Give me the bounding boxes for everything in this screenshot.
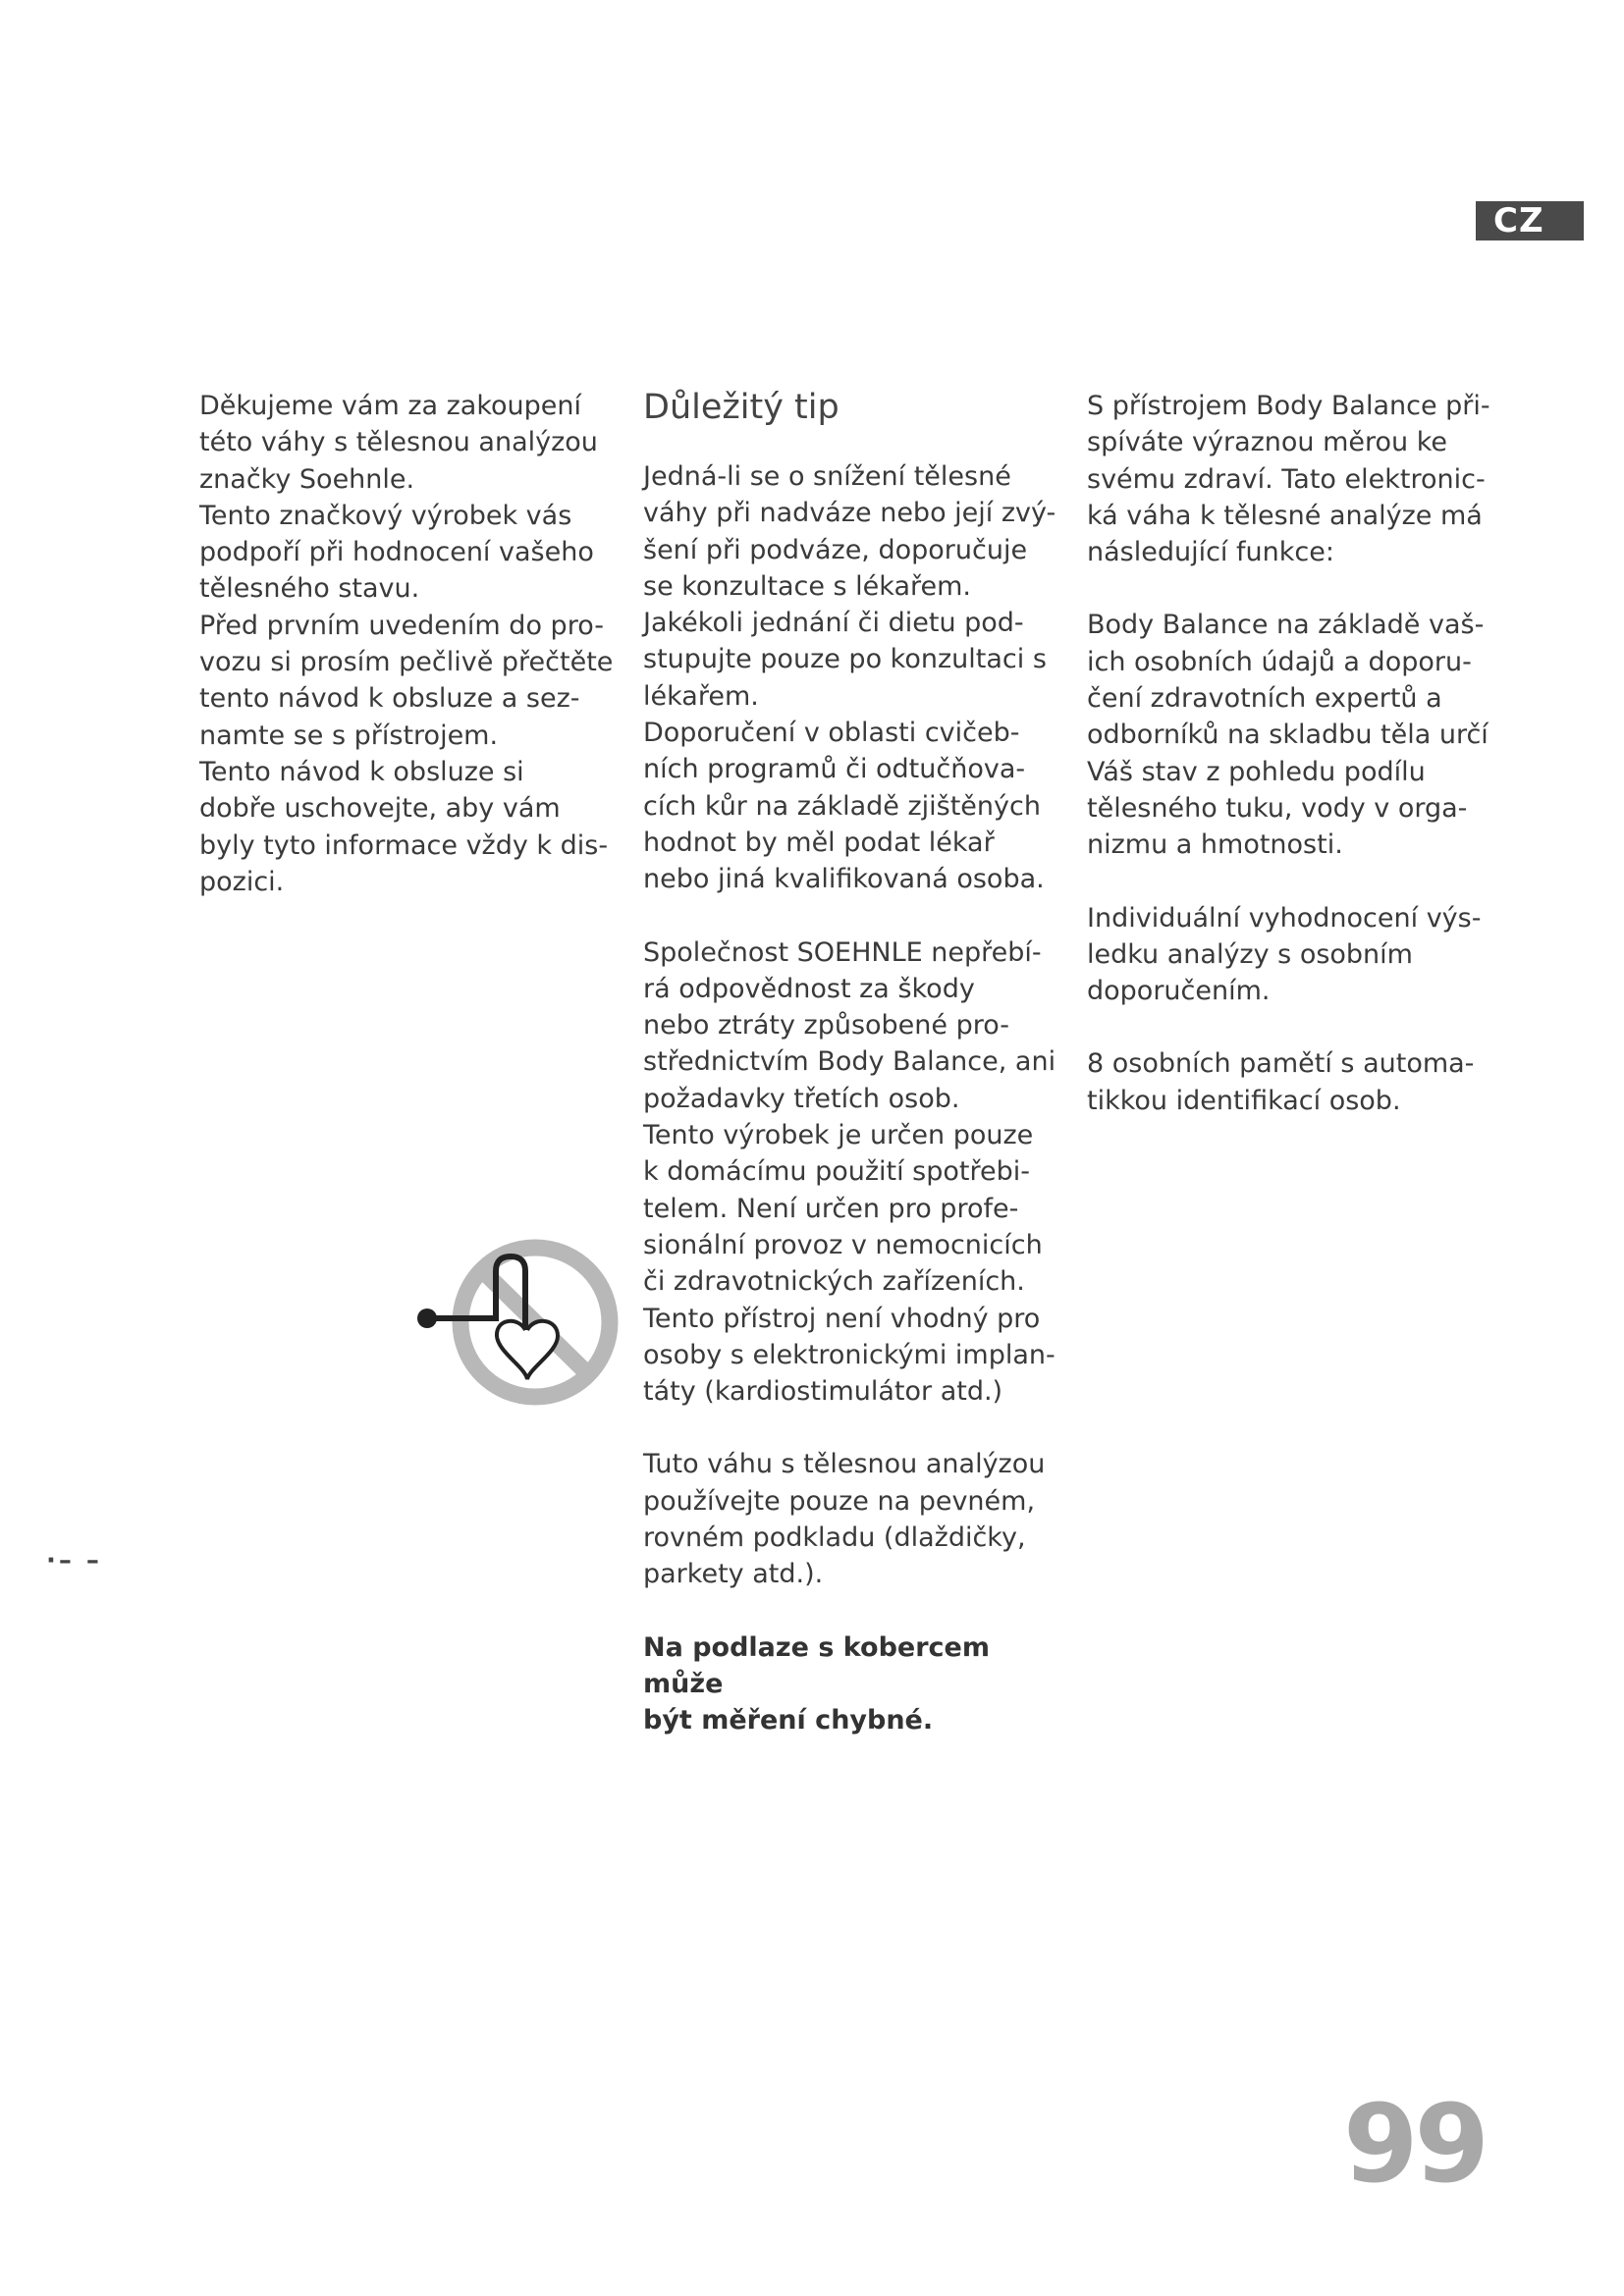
crop-mark: ·– –: [46, 1546, 102, 1575]
liability-paragraph: Společnost SOEHNLE nepřebí- rá odpovědnost za škody nebo ztráty způsobené pro- střednictvím Body Balance, ani požadavky třetích osob. Tento výrobek je určen pouze k domácímu použití spotřebi- telem. Není určen pro profe- sionální provoz v nemocnicích či zdravotnických zařízeních. Tento přístroj není vhodný pro osoby s elektronickými implan- táty (kardiostimulátor atd.): [643, 936, 1056, 1408]
benefits-paragraph: S přístrojem Body Balance při- spíváte výraznou měrou ke svému zdraví. Tato elektronic- ká váha k tělesné analýze má následující funkce:: [1087, 391, 1490, 568]
page-number: 99: [1343, 2081, 1487, 2207]
function-memory: 8 osobních pamětí s automa- tikkou identifikací osob.: [1087, 1048, 1475, 1116]
middle-column: [643, 388, 1065, 1739]
right-column: [1087, 388, 1509, 1119]
function-body-analysis: Body Balance na základě vaš- ich osobních údajů a doporu- čení zdravotních expertů a odborníků na skladbu těla určí Váš stav z pohledu podílu tělesného tuku, vody v orga- nizmu a hmotnosti.: [1087, 610, 1489, 861]
carpet-warning: Na podlaze s kobercem může být měření chybné.: [643, 1631, 990, 1736]
usage-surface-paragraph: Tuto váhu s tělesnou analýzou používejte pouze na pevném, rovném podkladu (dlaždičky, parkety atd.).: [643, 1449, 1046, 1590]
no-pacemaker-icon: [412, 1232, 619, 1409]
intro-paragraph: Děkujeme vám za zakoupení této váhy s tělesnou analýzou značky Soehnle. Tento značkový výrobek vás podpoří při hodnocení vašeho tělesného stavu. Před prvním uvedením do pro- vozu si prosím pečlivě přečtěte tento návod k obsluze a sez- namte se s přístrojem. Tento návod k obsluze si dobře uschovejte, aby vám byly tyto informace vždy k dis- pozici.: [199, 391, 614, 897]
medical-advice-paragraph: Jedná-li se o snížení tělesné váhy při nadváze nebo její zvý- šení při podváze, doporučuje se konzultace s lékařem. Jakékoli jednání či dietu pod- stupujte pouze po konzultaci s lékařem. Doporučení v oblasti cvičeb- ních programů či odtučňova- cích kůr na základě zjištěných hodnot by měl podat lékař nebo jiná kvalifikovaná osoba.: [643, 461, 1056, 895]
language-badge: CZ: [1476, 201, 1584, 240]
section-heading: Důležitý tip: [643, 388, 839, 427]
function-evaluation: Individuální vyhodnocení výs- ledku analýzy s osobním doporučením.: [1087, 902, 1482, 1007]
left-column: [199, 388, 622, 900]
